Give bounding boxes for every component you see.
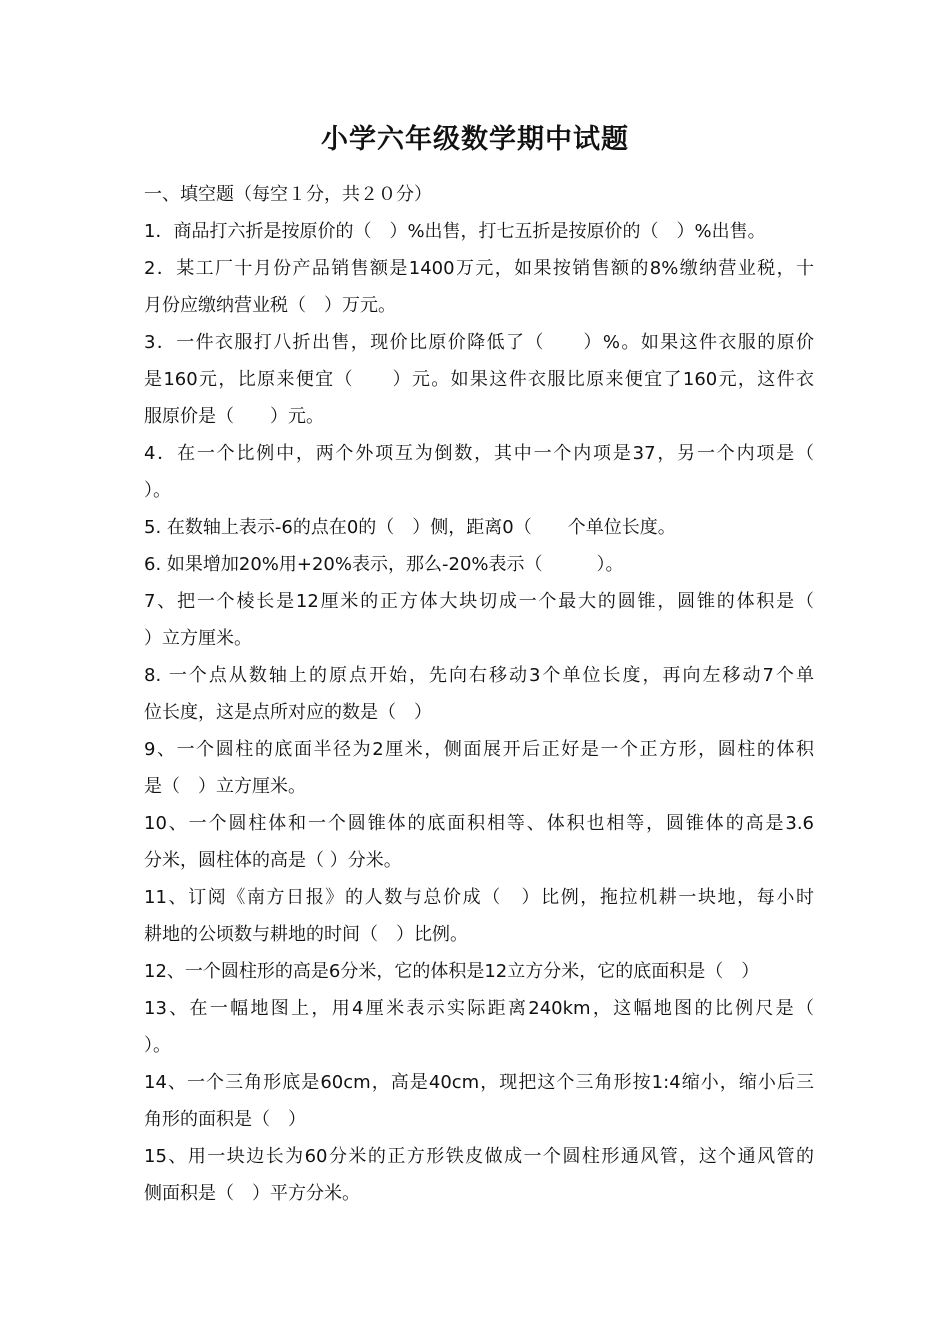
- question-10-line-2: 分米，圆柱体的高是（ ）分米。: [144, 850, 402, 871]
- question-2-line-1: 2．某工厂十月份产品销售额是1400万元，如果按销售额的8%缴纳营业税，十: [144, 258, 814, 279]
- question-3-line-2: 是160元，比原来便宜（ ）元。如果这件衣服比原来便宜了160元，这件衣: [144, 369, 814, 390]
- question-4-line-2: ）。: [144, 480, 171, 501]
- question-9-line-2: 是（ ）立方厘米。: [144, 776, 306, 797]
- question-8-line-2: 位长度，这是点所对应的数是（ ）: [144, 702, 432, 723]
- question-14-line-1: 14、一个三角形底是60cm，高是40cm，现把这个三角形按1:4缩小，缩小后三: [144, 1072, 814, 1093]
- question-6-line-1: 6. 如果增加20%用+20%表示，那么-20%表示（ ）。: [144, 554, 624, 575]
- question-1-line-1: 1．商品打六折是按原价的（ ）%出售，打七五折是按原价的（ ）%出售。: [144, 221, 766, 242]
- question-14-line-2: 角形的面积是（ ）: [144, 1109, 306, 1130]
- question-5-line-1: 5. 在数轴上表示-6的点在0的（ ）侧，距离0（ 个单位长度。: [144, 517, 676, 538]
- question-3-line-1: 3．一件衣服打八折出售，现价比原价降低了（ ）%。如果这件衣服的原价: [144, 332, 814, 353]
- question-3-line-3: 服原价是（ ）元。: [144, 406, 324, 427]
- section-heading: 一、填空题（每空１分，共２０分）: [144, 184, 432, 205]
- question-13-line-2: ）。: [144, 1035, 171, 1056]
- question-9-line-1: 9、一个圆柱的底面半径为2厘米，侧面展开后正好是一个正方形，圆柱的体积: [144, 739, 814, 760]
- question-7-line-2: ）立方厘米。: [144, 628, 252, 649]
- question-11-line-2: 耕地的公顷数与耕地的时间（ ）比例。: [144, 924, 468, 945]
- question-12-line-1: 12、一个圆柱形的高是6分米，它的体积是12立方分米，它的底面积是（ ）: [144, 961, 760, 982]
- exam-title: 小学六年级数学期中试题: [321, 124, 629, 155]
- question-7-line-1: 7、把一个棱长是12厘米的正方体大块切成一个最大的圆锥，圆锥的体积是（: [144, 591, 814, 612]
- question-10-line-1: 10、一个圆柱体和一个圆锥体的底面积相等、体积也相等，圆锥体的高是3.6: [144, 813, 814, 834]
- question-13-line-1: 13、在一幅地图上，用4厘米表示实际距离240km，这幅地图的比例尺是（: [144, 998, 814, 1019]
- question-11-line-1: 11、订阅《南方日报》的人数与总价成（ ）比例，拖拉机耕一块地，每小时: [144, 887, 814, 908]
- question-4-line-1: 4．在一个比例中，两个外项互为倒数，其中一个内项是37，另一个内项是（: [144, 443, 814, 464]
- question-2-line-2: 月份应缴纳营业税（ ）万元。: [144, 295, 396, 316]
- exam-body: [144, 176, 814, 1212]
- question-15-line-2: 侧面积是（ ）平方分米。: [144, 1183, 360, 1204]
- question-8-line-1: 8. 一个点从数轴上的原点开始，先向右移动3个单位长度，再向左移动7个单: [144, 665, 814, 686]
- question-15-line-1: 15、用一块边长为60分米的正方形铁皮做成一个圆柱形通风管，这个通风管的: [144, 1146, 814, 1167]
